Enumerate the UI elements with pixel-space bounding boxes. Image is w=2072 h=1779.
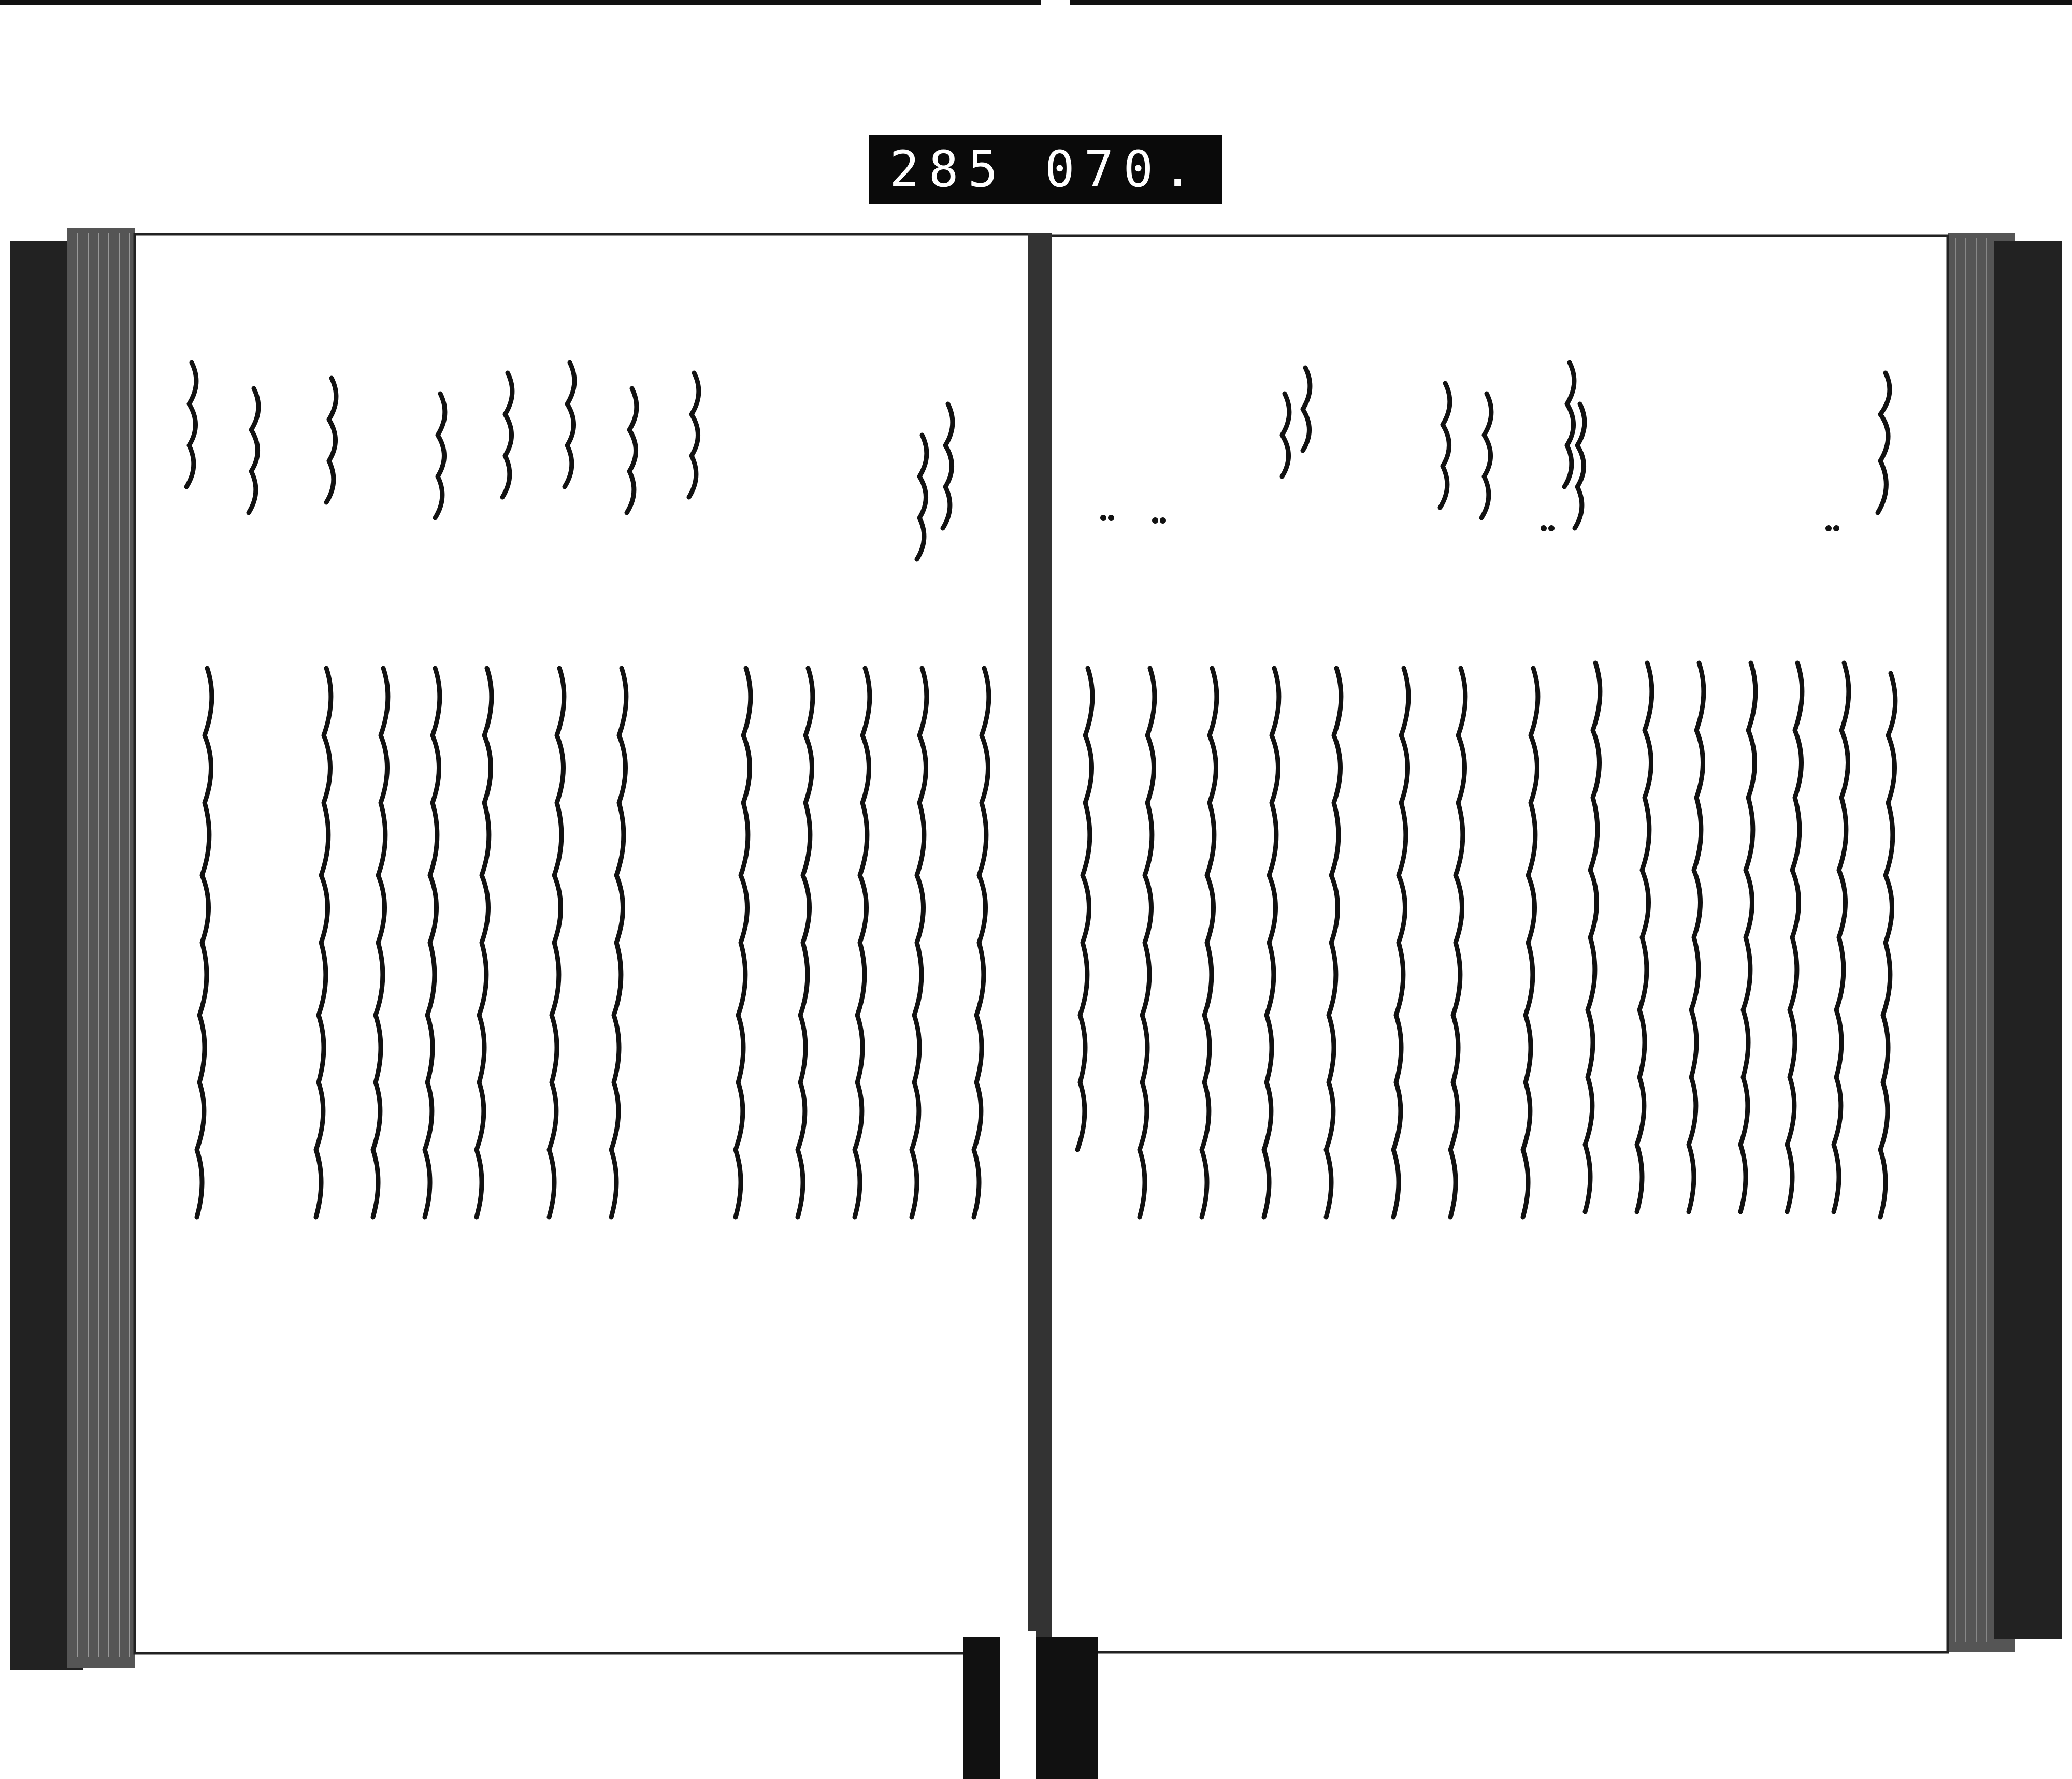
gutter-gap bbox=[1000, 1631, 1036, 1779]
right-cover-edge bbox=[1994, 241, 2062, 1639]
frame-counter-right: 070. bbox=[1044, 140, 1202, 198]
top-border-left bbox=[0, 0, 1041, 5]
book-gutter bbox=[1028, 233, 1052, 1673]
frame-counter bbox=[869, 135, 1222, 204]
top-border-right bbox=[1070, 0, 2072, 5]
frame-counter-left: 285 bbox=[889, 140, 1008, 198]
right-page bbox=[1046, 236, 1948, 1652]
left-page bbox=[135, 234, 1035, 1653]
